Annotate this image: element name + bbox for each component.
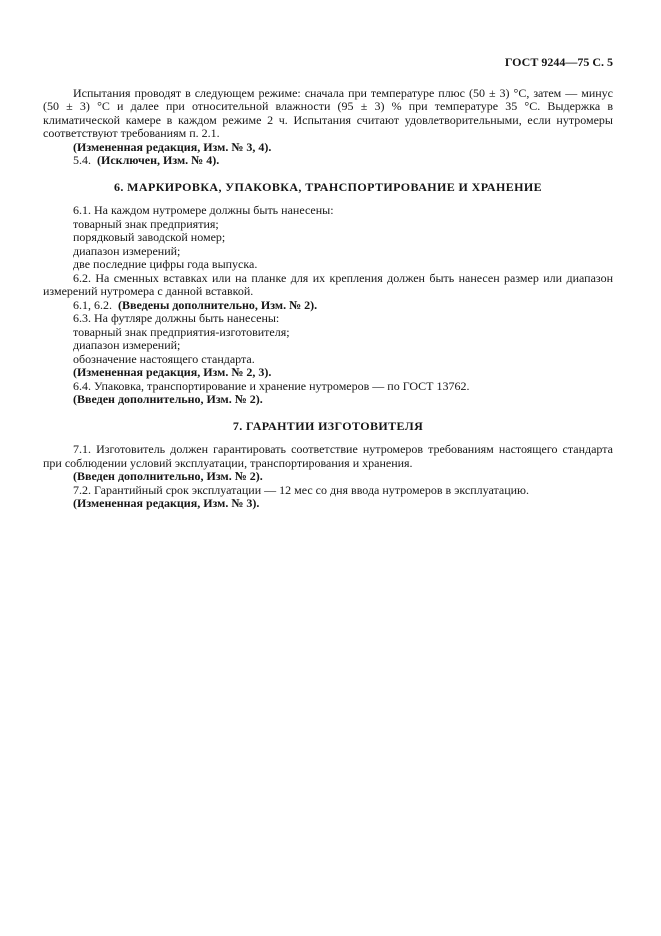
document-content bbox=[43, 87, 613, 511]
section-6-title: 6. МАРКИРОВКА, УПАКОВКА, ТРАНСПОРТИРОВАНИЕ И ХРАНЕНИЕ bbox=[113, 179, 543, 194]
list-item-measuring-range: диапазон измерений; bbox=[73, 243, 181, 258]
clause-6-1-6-2-numbers: 6.1, 6.2. bbox=[73, 297, 112, 312]
clause-6-1-6-2-note bbox=[43, 299, 613, 313]
list-item-trademark: товарный знак предприятия; bbox=[73, 216, 219, 231]
list-item-measuring-range-2: диапазон измерений; bbox=[73, 338, 181, 352]
clause-5-3-paragraph: Испытания проводят в следующем режиме: сначала при температуре плюс (50 ± 3) °С, затем — минус (50 ± 3) °С и далее при относительной влажности (95 ± 3) % при температуре 35 °С. Выдержка в климатической камере в каждом режиме 2 ч. Испытания считают удовлетворительными, если нутромеры соответствуют требованиям п. 2.1. bbox=[43, 85, 613, 140]
introduced-note-7-1: (Введен дополнительно, Изм. № 2). bbox=[73, 469, 263, 483]
clause-7-2: 7.2. Гарантийный срок эксплуатации — 12 мес со дня ввода нутромеров в эксплуатацию. bbox=[73, 482, 530, 497]
clause-5-4-number: 5.4. bbox=[73, 153, 91, 167]
list-item-standard-designation: обозначение настоящего стандарта. bbox=[73, 351, 255, 366]
list-item-year-digits: две последние цифры года выпуска. bbox=[73, 257, 258, 271]
introduced-note-6-4: (Введен дополнительно, Изм. № 2). bbox=[73, 392, 263, 406]
clause-7-1: 7.1. Изготовитель должен гарантировать соответствие нутромеров требованиям настоящего стандарта при соблюдении условий эксплуатации, транспортирования и хранения. bbox=[43, 442, 613, 470]
clause-6-2: 6.2. На сменных вставках или на планке для их крепления должен быть нанесен размер или диапазон измерений нутромера с данной вставкой. bbox=[43, 270, 613, 298]
clause-5-4-note: (Исключен, Изм. № 4). bbox=[97, 153, 220, 167]
list-item-maker-trademark: товарный знак предприятия-изготовителя; bbox=[73, 324, 290, 339]
clause-6-1: 6.1. На каждом нутромере должны быть нанесены: bbox=[73, 203, 334, 217]
clause-6-4: 6.4. Упаковка, транспортирование и хранение нутромеров — по ГОСТ 13762. bbox=[73, 378, 470, 393]
clause-5-4 bbox=[43, 154, 613, 168]
amendment-note-7-2: (Измененная редакция, Изм. № 3). bbox=[73, 496, 260, 510]
amendment-note-6-3: (Измененная редакция, Изм. № 2, 3). bbox=[73, 365, 272, 379]
clause-6-3: 6.3. На футляре должны быть нанесены: bbox=[73, 311, 280, 325]
page-header: ГОСТ 9244—75 С. 5 bbox=[504, 55, 613, 69]
introduced-note-6-1-6-2: (Введены дополнительно, Изм. № 2). bbox=[118, 297, 318, 312]
list-item-serial-number: порядковый заводской номер; bbox=[73, 230, 226, 244]
amendment-note-5-3: (Измененная редакция, Изм. № 3, 4). bbox=[73, 139, 272, 154]
section-7-title: 7. ГАРАНТИИ ИЗГОТОВИТЕЛЯ bbox=[232, 418, 424, 433]
